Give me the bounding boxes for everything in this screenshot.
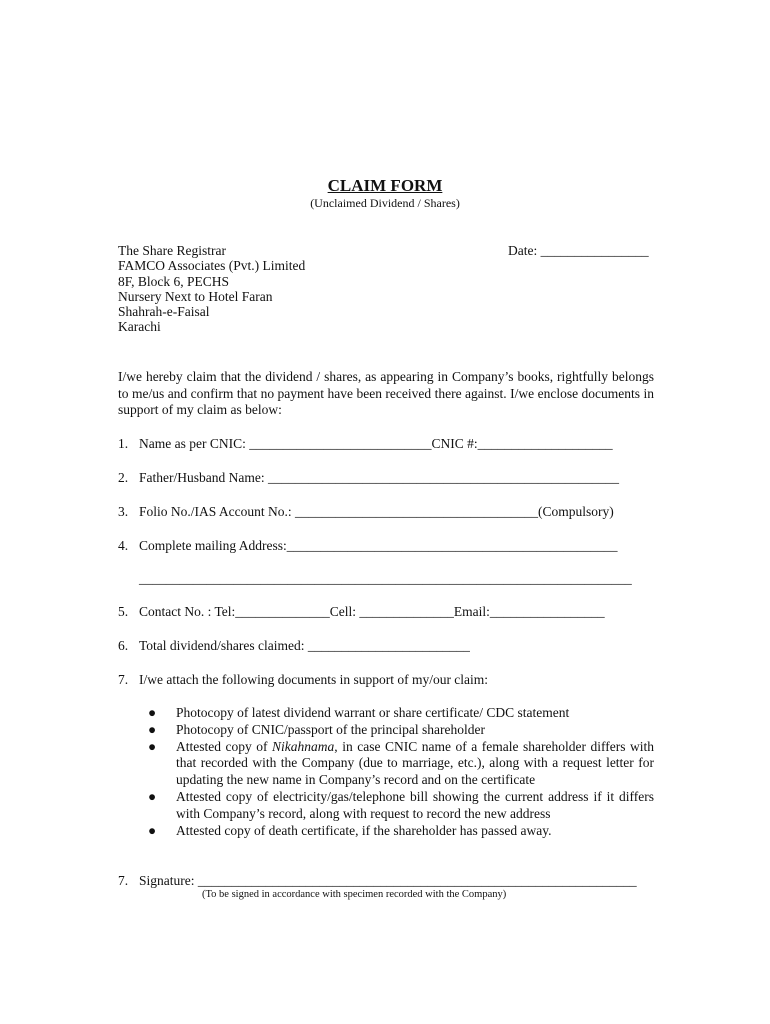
date-field[interactable]: Date: ________________ xyxy=(508,243,649,258)
list-item-text: Attested copy of xyxy=(176,738,273,754)
bullet-icon: ● xyxy=(148,721,157,737)
address-line: Shahrah-e-Faisal xyxy=(118,304,210,320)
list-item-text-cont: , in case CNIC name of a female shareholder differs with that recorded with the Company (due to marriage, etc.), along with a request letter for updating the new name in Company’s record and on the certificate xyxy=(176,738,655,788)
item-number: 7. xyxy=(118,672,129,687)
item-number: 6. xyxy=(118,638,129,653)
list-item-text: Attested copy of electricity/gas/telephone bill showing the current address if it differs with Company’s record, along with request to record the new address xyxy=(176,788,654,821)
list-item-text: Photocopy of latest dividend warrant or share certificate/ CDC statement xyxy=(176,705,570,720)
list-item xyxy=(148,823,654,840)
list-item-italic: Nikahnama xyxy=(272,738,335,754)
bullet-icon: ● xyxy=(148,738,157,754)
total-claimed-field[interactable]: Total dividend/shares claimed: ________________________ xyxy=(139,638,470,653)
list-item-text: Attested copy of death certificate, if the shareholder has passed away. xyxy=(176,822,552,838)
signature-note: (To be signed in accordance with specimen recorded with the Company) xyxy=(202,889,507,900)
name-cnic-field[interactable]: Name as per CNIC: ___________________________CNIC #:____________________ xyxy=(139,436,613,451)
list-item-text: Photocopy of CNIC/passport of the principal shareholder xyxy=(176,721,485,737)
form-subtitle: (Unclaimed Dividend / Shares) xyxy=(310,196,460,210)
bullet-icon: ● xyxy=(148,705,157,720)
mailing-address-field-line2[interactable]: _________________________________________________________________________ xyxy=(139,571,632,586)
address-line: Nursery Next to Hotel Faran xyxy=(118,288,273,304)
item-number: 2. xyxy=(118,470,129,485)
claim-statement: I/we hereby claim that the dividend / shares, as appearing in Company’s books, rightfully belongs to me/us and confirm that no payment have been received there against. I/we enclose documents in support of my claim as below: xyxy=(118,369,654,417)
folio-account-field[interactable]: Folio No./IAS Account No.: ____________________________________(Compulsory) xyxy=(139,504,614,519)
form-title-text: CLAIM FORM xyxy=(327,176,443,195)
address-line: The Share Registrar xyxy=(118,243,226,258)
list-item xyxy=(148,739,654,789)
contact-field[interactable]: Contact No. : Tel:______________Cell: ______________Email:_________________ xyxy=(139,604,605,619)
documents-list xyxy=(148,705,654,839)
documents-heading: I/we attach the following documents in support of my/our claim: xyxy=(139,672,489,687)
signature-field[interactable]: Signature: _________________________________________________________________ xyxy=(139,873,637,888)
father-husband-name-field[interactable]: Father/Husband Name: ____________________________________________________ xyxy=(139,470,619,485)
bullet-icon: ● xyxy=(148,788,157,804)
form-title xyxy=(0,176,770,196)
item-number: 1. xyxy=(118,436,129,451)
item-number: 4. xyxy=(118,538,129,553)
registrar-address xyxy=(118,243,305,335)
address-line: Karachi xyxy=(118,319,161,335)
item-number: 3. xyxy=(118,504,129,519)
list-item xyxy=(148,722,654,739)
item-number: 5. xyxy=(118,604,129,619)
item-number: 7. xyxy=(118,873,129,888)
bullet-icon: ● xyxy=(148,822,157,838)
mailing-address-field[interactable]: Complete mailing Address:_________________________________________________ xyxy=(139,538,618,553)
address-line: FAMCO Associates (Pvt.) Limited xyxy=(118,258,306,274)
list-item xyxy=(148,789,654,823)
address-line: 8F, Block 6, PECHS xyxy=(118,273,230,289)
list-item xyxy=(148,705,654,722)
